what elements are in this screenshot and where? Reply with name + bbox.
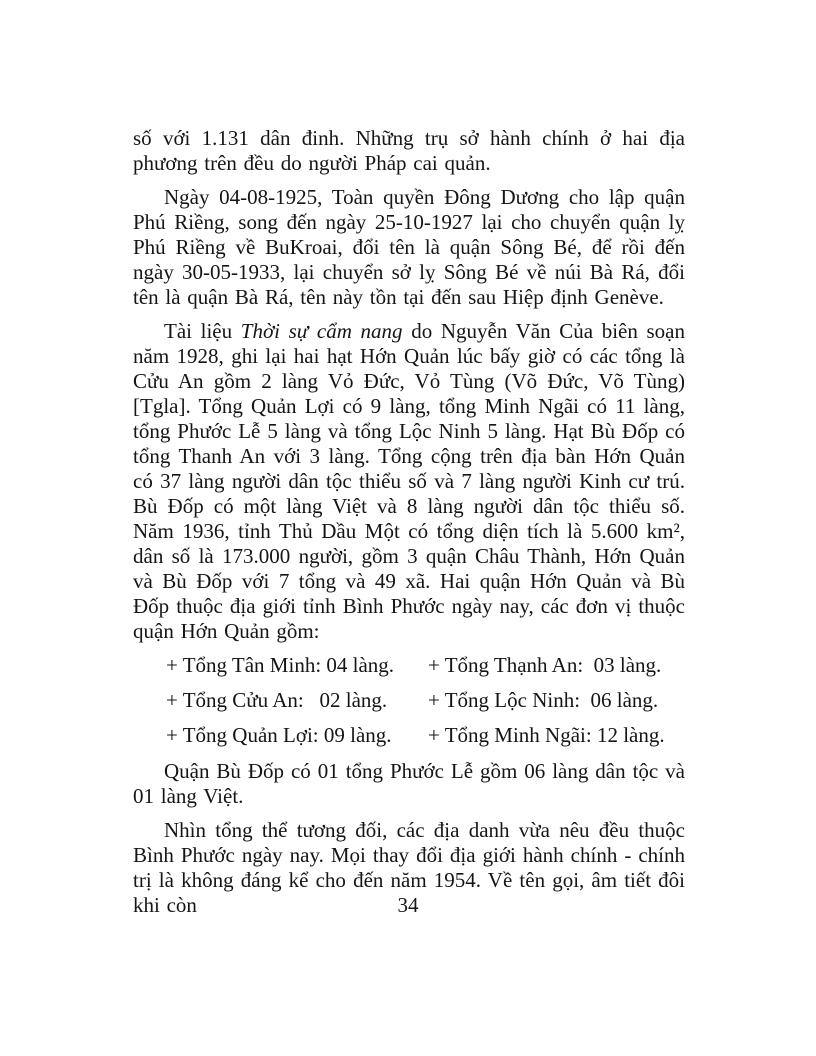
paragraph-phu-rieng: Ngày 04-08-1925, Toàn quyền Đông Dương cho lập quận Phú Riềng, song đến ngày 25-10-1927 lại cho chuyển quận lỵ Phú Riềng về BuKroai, đổi tên là quận Sông Bé, để rồi đến ngày 30-05-1933, lại chuyển sở lỵ Sông Bé về núi Bà Rá, đổi tên là quận Bà Rá, tên này tồn tại đến sau Hiệp định Genève. bbox=[133, 185, 685, 309]
paragraph-dan-dinh: số với 1.131 dân đinh. Những trụ sở hành chính ở hai địa phương trên đều do người Pháp cai quản. bbox=[133, 126, 685, 175]
paragraph-tai-lieu-lead: Tài liệu bbox=[164, 319, 241, 343]
paragraph-tai-lieu bbox=[133, 319, 685, 644]
tong-list-row bbox=[166, 723, 685, 748]
text-column bbox=[133, 126, 685, 927]
tong-minh-ngai: + Tổng Minh Ngãi: 12 làng. bbox=[428, 723, 665, 747]
tong-list-row bbox=[166, 688, 685, 713]
paragraph-bu-dop: Quận Bù Đốp có 01 tổng Phước Lễ gồm 06 làng dân tộc và 01 làng Việt. bbox=[133, 759, 685, 808]
tong-tan-minh: + Tổng Tân Minh: 04 làng. bbox=[166, 653, 395, 677]
tong-quan-loi: + Tổng Quản Lợi: 09 làng. bbox=[166, 723, 392, 747]
tong-list-row bbox=[166, 653, 685, 678]
tong-list bbox=[133, 653, 685, 748]
tong-thanh-an: + Tổng Thạnh An: 03 làng. bbox=[428, 653, 662, 677]
book-title-italic: Thời sự cẩm nang bbox=[240, 319, 403, 343]
page-number: 34 bbox=[397, 893, 419, 917]
paragraph-tong-the: Nhìn tổng thể tương đối, các địa danh vừa nêu đều thuộc Bình Phước ngày nay. Mọi thay đổi địa giới hành chính - chính trị là không đáng kể cho đến năm 1954. Về tên gọi, âm tiết đôi khi còn bbox=[133, 818, 685, 917]
tong-cuu-an: + Tổng Cửu An: 02 làng. bbox=[166, 688, 388, 712]
paragraph-tai-lieu-body: do Nguyễn Văn Của biên soạn năm 1928, ghi lại hai hạt Hớn Quản lúc bấy giờ có các tổng là Cửu An gồm 2 làng Vỏ Đức, Vỏ Tùng (Võ Đức, Võ Tùng) [Tgla]. Tổng Quản Lợi có 9 làng, tổng Minh Ngãi có 11 làng, tổng Phước Lễ 5 làng và tổng Lộc Ninh 5 làng. Hạt Bù Đốp có tổng Thanh An với 3 làng. Tổng cộng trên địa bàn Hớn Quản có 37 làng người dân tộc thiểu số và 7 làng người Kinh cư trú. Bù Đốp có một làng Việt và 8 làng người dân tộc thiểu số. Năm 1936, tỉnh Thủ Dầu Một có tổng diện tích là 5.600 km², dân số là 173.000 người, gồm 3 quận Châu Thành, Hớn Quản và Bù Đốp với 7 tổng và 49 xã. Hai quận Hớn Quản và Bù Đốp thuộc địa giới tỉnh Bình Phước ngày nay, các đơn vị thuộc quận Hớn Quản gồm: bbox=[133, 319, 685, 643]
tong-loc-ninh: + Tổng Lộc Ninh: 06 làng. bbox=[428, 688, 659, 712]
